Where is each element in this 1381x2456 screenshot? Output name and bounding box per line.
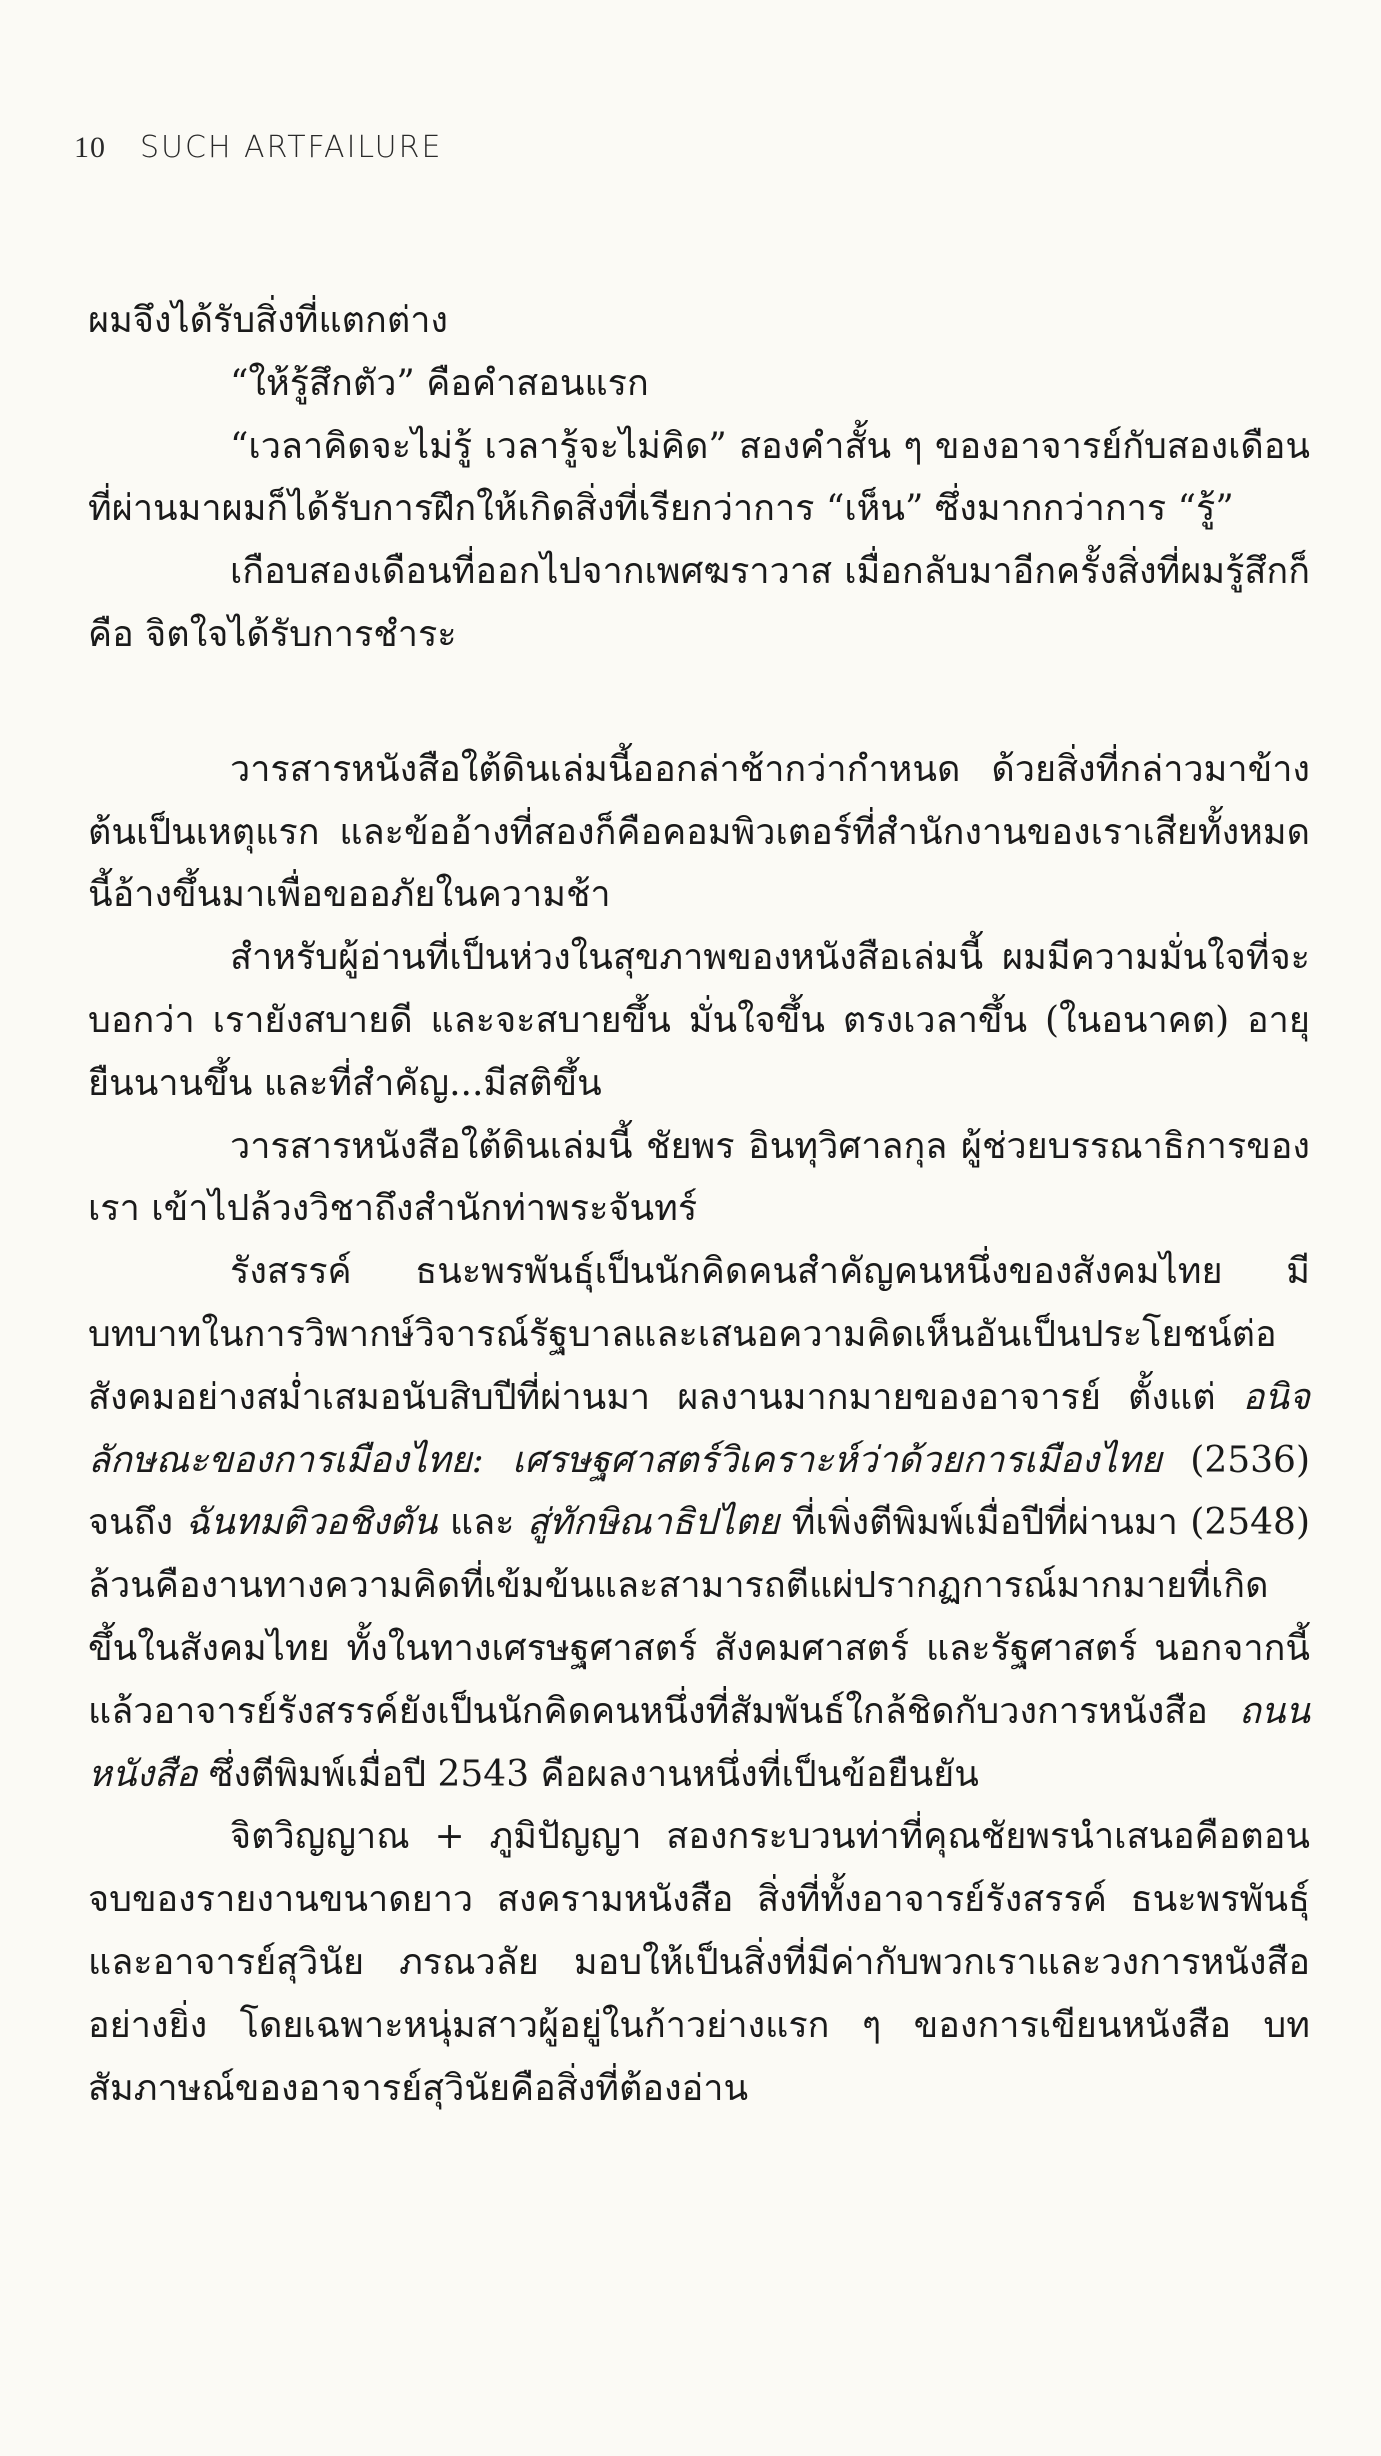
paragraph: เกือบสองเดือนที่ออกไปจากเพศฆราวาส เมื่อกลับมาอีกครั้งสิ่งที่ผมรู้สึกก็คือ จิตใจได้รับการชำระ <box>88 551 1310 655</box>
page-number: 10 <box>74 131 106 164</box>
paragraph: วารสารหนังสือใต้ดินเล่มนี้ ชัยพร อินทุวิศาลกุล ผู้ช่วยบรรณาธิการของเรา เข้าไปล้วงวิชาถึงสำนักท่าพระจันทร์ <box>88 1125 1310 1230</box>
paragraph: จิตวิญญาณ + ภูมิปัญญา สองกระบวนท่าที่คุณชัยพรนำเสนอคือตอนจบของรายงานขนาดยาว สงครามหนังสือ สิ่งที่ทั้งอาจารย์รังสรรค์ ธนะพรพันธุ์ และอาจารย์สุวินัย ภรณวลัย มอบให้เป็นสิ่งที่มีค่ากับพวกเราและวงการหนังสืออย่างยิ่ง โดยเฉพาะหนุ่มสาวผู้อยู่ในก้าวย่างแรก ๆ ของการเขียนหนังสือ บทสัมภาษณ์ของอาจารย์สุวินัยคือสิ่งที่ต้องอ่าน <box>88 1816 1310 2109</box>
text-run: ที่เพิ่งตีพิมพ์เมื่อปีที่ผ่านมา (2548) ล้วนคืองานทางความคิดที่เข้มข้นและสามารถตีแผ่ปรากฏการณ์มากมายที่เกิดขึ้นในสังคมไทย ทั้งในทางเศรษฐศาสตร์ สังคมศาสตร์ และรัฐศาสตร์ นอกจากนี้แล้วอาจารย์รังสรรค์ยังเป็นนักคิดคนหนึ่งที่สัมพันธ์ใกล้ชิดกับวงการหนังสือ <box>88 1502 1310 1732</box>
text-run: รังสรรค์ ธนะพรพันธุ์เป็นนักคิดคนสำคัญคนหนึ่งของสังคมไทย มีบทบาทในการวิพากษ์วิจารณ์รัฐบาลและเสนอความคิดเห็นอันเป็นประโยชน์ต่อสังคมอย่างสม่ำเสมอนับสิบปีที่ผ่านมา ผลงานมากมายของอาจารย์ ตั้งแต่ <box>88 1251 1310 1418</box>
paragraph: วารสารหนังสือใต้ดินเล่มนี้ออกล่าช้ากว่ากำหนด ด้วยสิ่งที่กล่าวมาข้างต้นเป็นเหตุแรก และข้ออ้างที่สองก็คือคอมพิวเตอร์ที่สำนักงานของเราเสียทั้งหมดนี้อ้างขึ้นมาเพื่อขออภัยในความช้า <box>88 748 1310 916</box>
running-head <box>74 130 442 165</box>
paragraph <box>88 1241 1310 1806</box>
book-title-italic: ฉันทมติวอชิงตัน <box>185 1502 438 1544</box>
body-text <box>88 290 1310 2120</box>
paragraph: ผมจึงได้รับสิ่งที่แตกต่าง <box>88 300 448 341</box>
book-title-italic: สู่ทักษิณาธิปไตย <box>527 1502 780 1544</box>
section-break <box>88 667 1310 739</box>
paragraph: “เวลาคิดจะไม่รู้ เวลารู้จะไม่คิด” สองคำสั้น ๆ ของอาจารย์กับสองเดือนที่ผ่านมาผมก็ได้รับการฝึกให้เกิดสิ่งที่เรียกว่าการ “เห็น” ซึ่งมากกว่าการ “รู้” <box>88 425 1310 530</box>
book-title: SUCH ARTFAILURE <box>140 130 443 165</box>
text-run: (2536) จนถึง <box>88 1439 1310 1544</box>
text-run: และ <box>437 1502 528 1544</box>
text-run: ซึ่งตีพิมพ์เมื่อปี 2543 คือผลงานหนึ่งที่เป็นข้อยืนยัน <box>197 1753 979 1795</box>
book-title-italic: ถนนหนังสือ <box>88 1690 1310 1795</box>
paragraph: “ให้รู้สึกตัว” คือคำสอนแรก <box>230 362 649 404</box>
book-title-italic: อนิจลักษณะของการเมืองไทย: เศรษฐศาสตร์วิเคราะห์ว่าด้วยการเมืองไทย <box>88 1376 1310 1481</box>
paragraph: สำหรับผู้อ่านที่เป็นห่วงในสุขภาพของหนังสือเล่มนี้ ผมมีความมั่นใจที่จะบอกว่า เรายังสบายดี และจะสบายขึ้น มั่นใจขึ้น ตรงเวลาขึ้น (ในอนาคต) อายุยืนนานขึ้น และที่สำคัญ...มีสติขึ้น <box>88 937 1310 1104</box>
